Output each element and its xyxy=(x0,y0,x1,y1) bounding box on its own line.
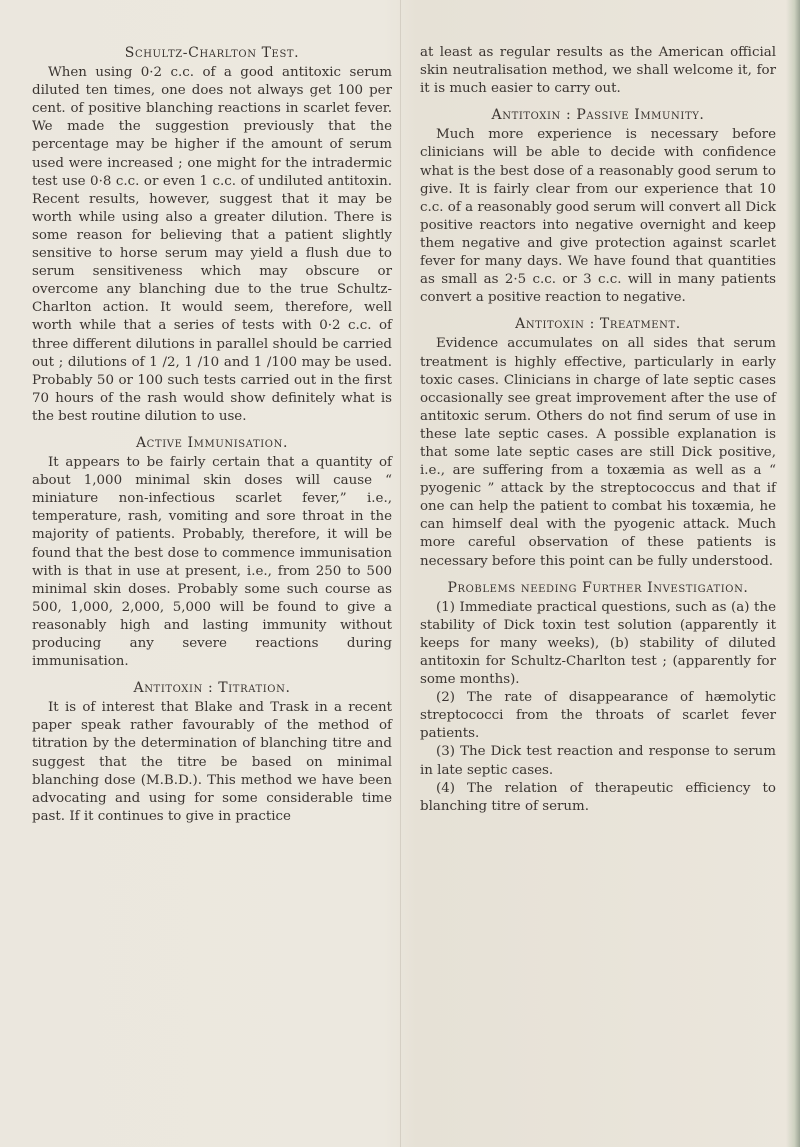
paragraph-antitoxin-titration: It is of interest that Blake and Trask in a recent paper speak rather favourably of the method of titration by the determination of blanching titre and suggest that the titre be based on minimal blanching dose (M.B.D.). This method we have been advocating and using for some considerable time past. If it continues to give in practice xyxy=(32,700,392,824)
paragraph-titration-continued: at least as regular results as the American official skin neutralisation method, we shall welcome it, for it is much easier to carry out. xyxy=(420,45,776,97)
section-heading-schultz-charlton: Schultz-Charlton Test. xyxy=(124,45,300,61)
section-heading-passive-immunity: Antitoxin : Passive Immunity. xyxy=(491,107,705,124)
list-item-problem-2: (2) The rate of disappearance of hæmolytic streptococci from the throats of scarlet fever patients. xyxy=(420,690,776,742)
list-item-problem-3: (3) The Dick test reaction and response to serum in late septic cases. xyxy=(420,744,776,778)
paragraph-passive-immunity: Much more experience is necessary before clinicians will be able to decide with confidence what is the best dose of a reasonably good serum to give. It is fairly clear from our experience that 10 c.c. of a reasonably good serum will convert all Dick positive reactors into negative overnight and keep them negative and give protection against scarlet fever for many days. We have found that quantities as small as 2·5 c.c. or 3 c.c. will in many patients convert a positive reaction to negative. xyxy=(420,127,776,306)
section-heading-active-immunisation: Active Immunisation. xyxy=(135,434,289,451)
page-fold-line xyxy=(400,0,401,1147)
paragraph-active-immunisation: It appears to be fairly certain that a quantity of about 1,000 minimal skin doses will cause “ miniature non-infectious scarlet fever,” i.e., temperature, rash, vomiting and sore throat in the majority of patients. Probably, therefore, it will be found that the best dose to commence immunisation with is that in use at present, i.e., from 250 to 500 minimal skin doses. Probably some such course as 500, 1,000, 2,000, 5,000 will be found to give a reasonably high and lasting immunity without producing any severe reactions during immunisation. xyxy=(32,455,392,670)
section-heading-antitoxin-treatment: Antitoxin : Treatment. xyxy=(515,316,681,333)
section-heading-antitoxin-titration: Antitoxin : Titration. xyxy=(133,680,291,697)
right-column xyxy=(420,44,776,816)
list-item-problem-4: (4) The relation of therapeutic efficiency to blanching titre of serum. xyxy=(420,780,776,814)
left-column xyxy=(32,44,392,826)
section-heading-problems: Problems needing Further Investigation. xyxy=(447,579,749,596)
paper-edge-discoloration xyxy=(786,0,800,1147)
paragraph-schultz-charlton: When using 0·2 c.c. of a good antitoxic serum diluted ten times, one does not always get 100 per cent. of positive blanching reactions in scarlet fever. We made the suggestion previously that the percentage may be higher if the amount of serum used were increased ; one might for the intradermic test use 0·8 c.c. or even 1 c.c. of undiluted antitoxin. Recent results, however, suggest that it may be worth while using also a greater dilution. There is some reason for believing that a patient slightly sensitive to horse serum may yield a flush due to serum sensitiveness which may obscure or overcome any blanching due to the true Schultz-Charlton action. It would seem, therefore, well worth while that a series of tests with 0·2 c.c. of three different dilutions in parallel should be carried out ; dilutions of 1 /2, 1 /10 and 1 /100 may be used. Probably 50 or 100 such tests carried out in the first 70 hours of the rash would show definitely what is the best routine dilution to use. xyxy=(32,65,392,424)
paragraph-antitoxin-treatment: Evidence accumulates on all sides that serum treatment is highly effective, particularly in early toxic cases. Clinicians in charge of late septic cases occasionally see great improvement after the use of antitoxic serum. Others do not find serum of use in these late septic cases. A possible explanation is that some late septic cases are still Dick positive, i.e., are suffering from a toxæmia as well as a “ pyogenic ” attack by the streptococcus and that if one can help the patient to combat his toxæmia, he can himself deal with the pyogenic attack. Much more careful observation of these patients is necessary before this point can be fully understood. xyxy=(420,336,776,569)
list-item-problem-1: (1) Immediate practical questions, such as (a) the stability of Dick toxin test solution (apparently it keeps for many weeks), (b) stability of diluted antitoxin for Schultz-Charlton test ; (apparently for some months). xyxy=(420,599,776,688)
